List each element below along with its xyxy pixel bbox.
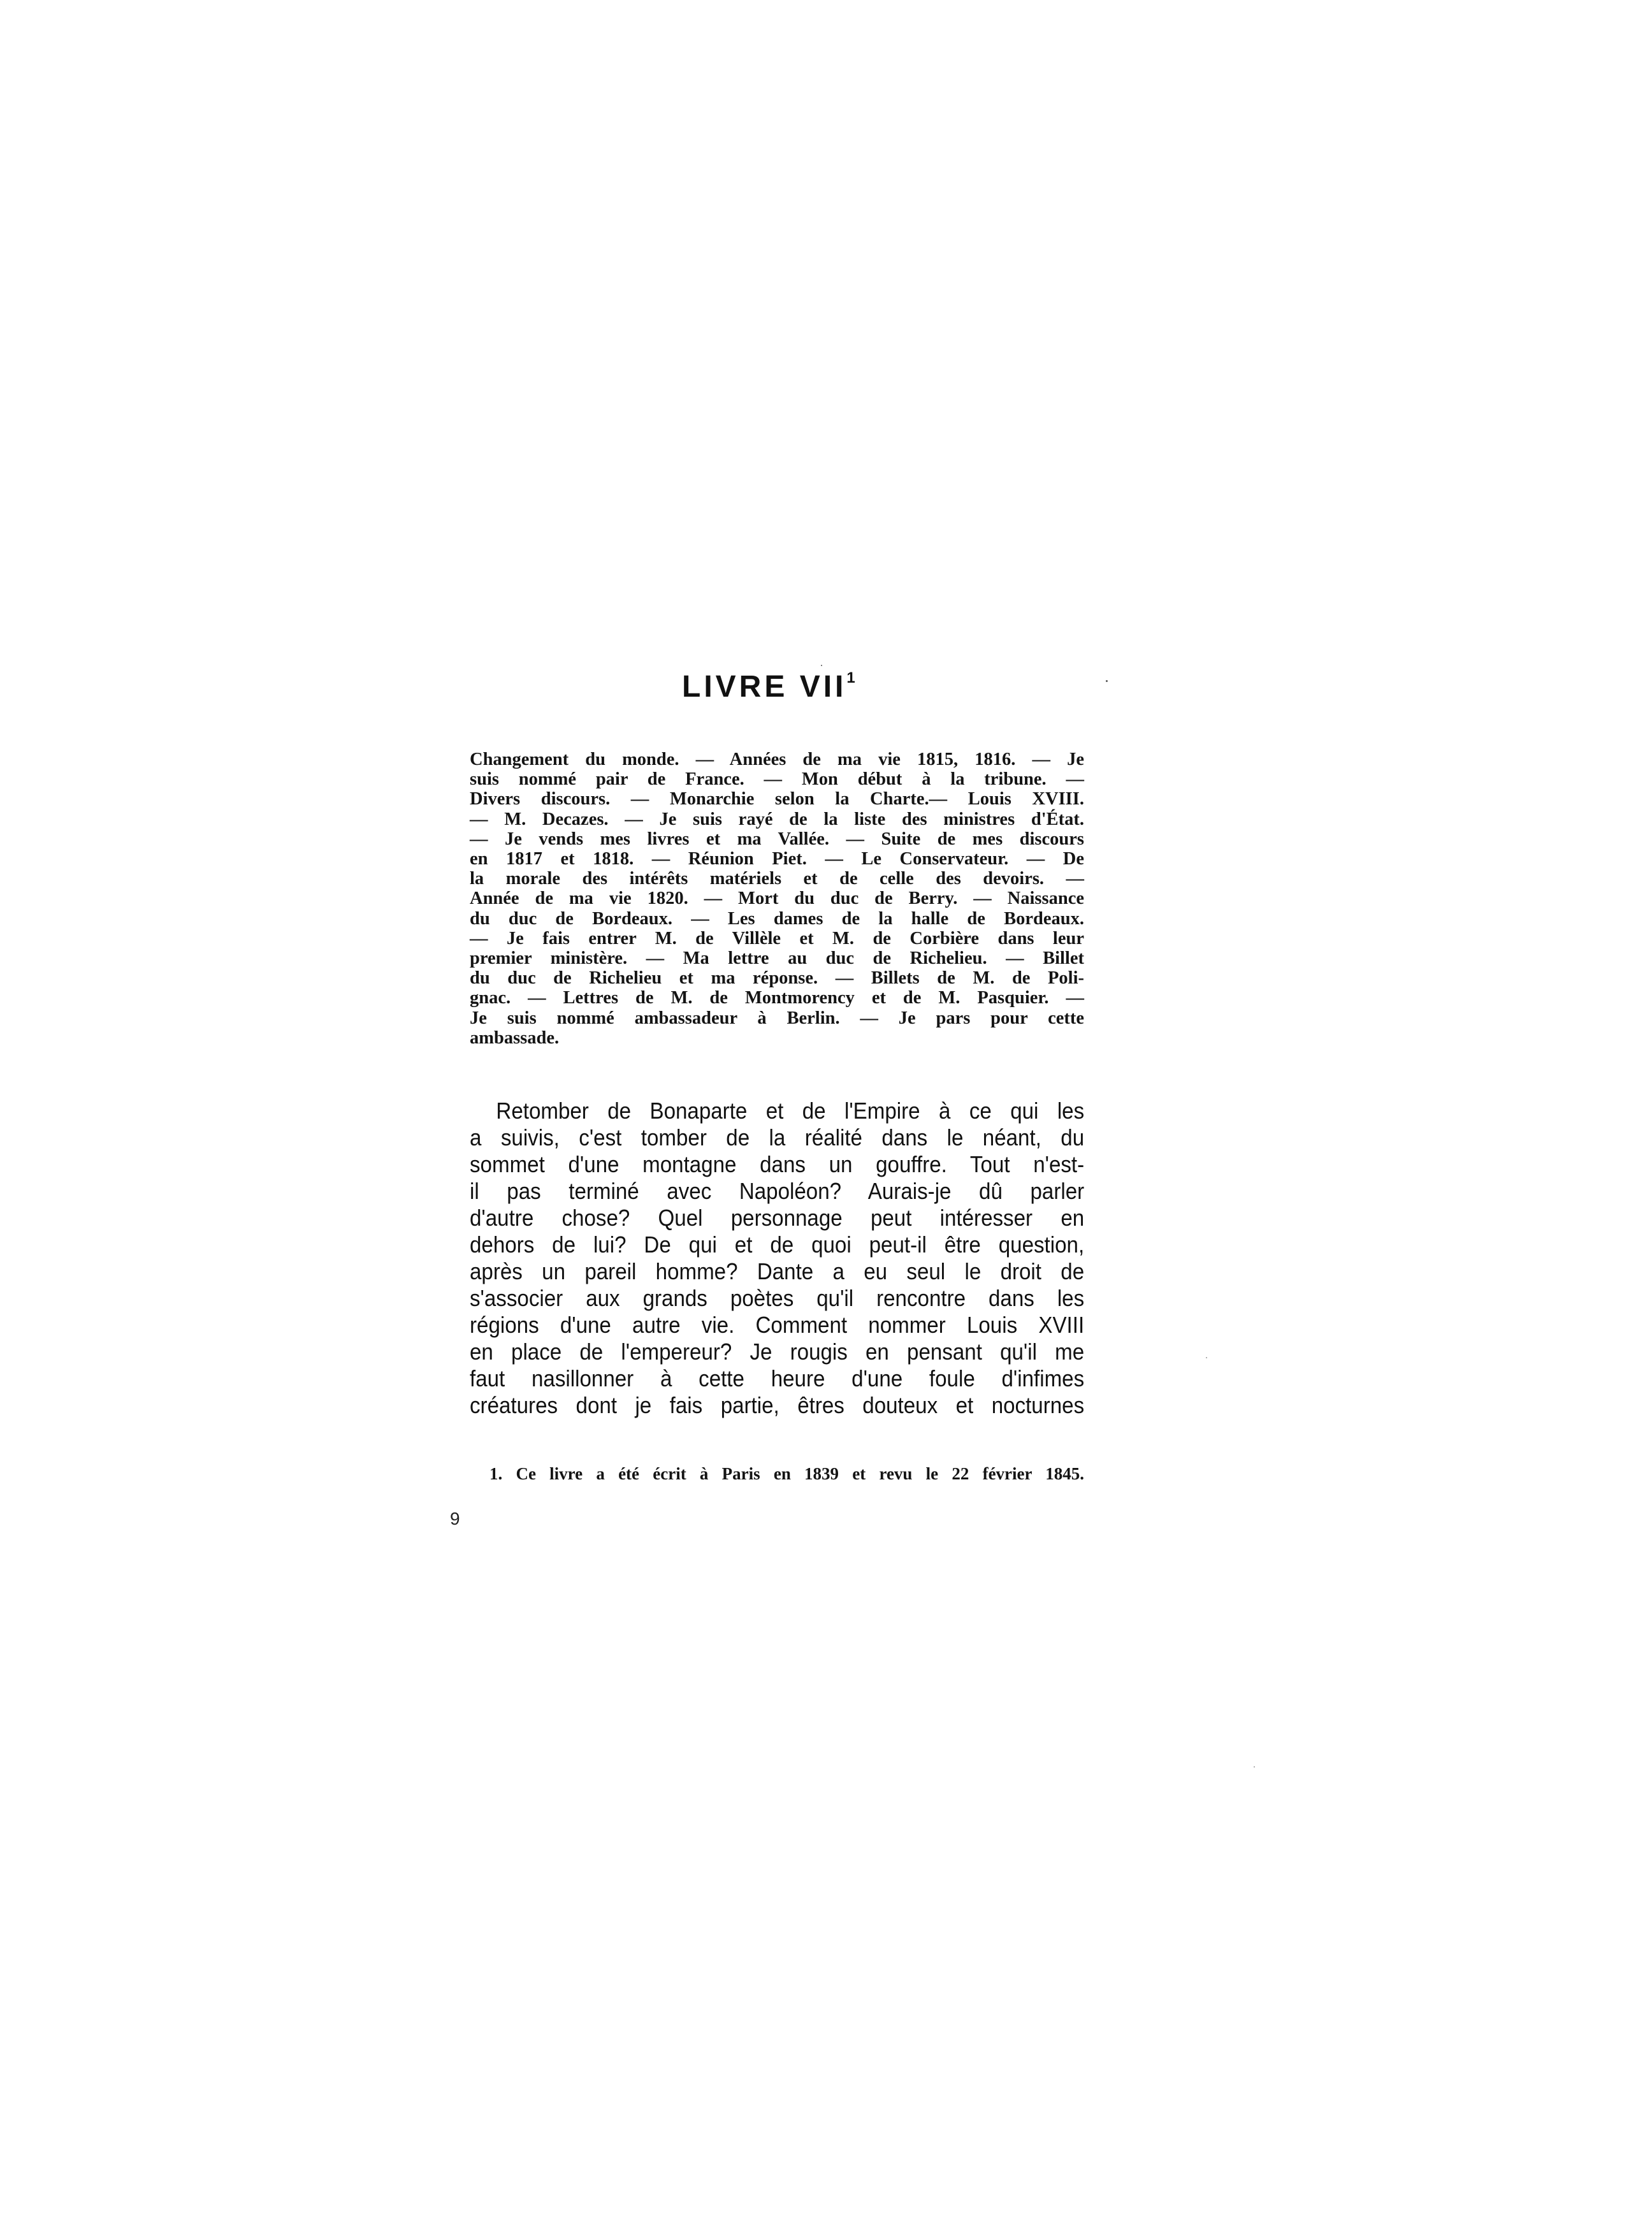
summary-line: — Je vends mes livres et ma Vallée. — Suite de mes discours — [470, 829, 1084, 849]
body-paragraph — [470, 1098, 1084, 1419]
footnote: 1. Ce livre a été écrit à Paris en 1839 et revu le 22 février 1845. — [489, 1464, 1084, 1483]
scan-speck — [1206, 1357, 1207, 1358]
summary-line: — Je fais entrer M. de Villèle et M. de Corbière dans leur — [470, 928, 1084, 948]
scan-speck — [821, 665, 822, 666]
body-line: faut nasillonner à cette heure d'une foule d'infimes — [470, 1365, 1085, 1391]
summary-line: gnac. — Lettres de M. de Montmorency et de M. Pasquier. — — [470, 988, 1084, 1008]
summary-line: Je suis nommé ambassadeur à Berlin. — Je pars pour cette — [470, 1008, 1084, 1028]
chapter-title-text: LIVRE VII — [682, 670, 847, 704]
chapter-summary — [470, 750, 1084, 1048]
summary-line: Divers discours. — Monarchie selon la Charte.— Louis XVIII. — [470, 789, 1084, 809]
summary-line: — M. Decazes. — Je suis rayé de la liste des ministres d'État. — [470, 809, 1084, 829]
summary-line: premier ministère. — Ma lettre au duc de Richelieu. — Billet — [470, 948, 1084, 969]
body-line: dehors de lui? De qui et de quoi peut-il être question, — [470, 1231, 1085, 1258]
summary-line: ambassade. — [470, 1027, 560, 1048]
scan-speck — [1106, 680, 1108, 682]
body-line: en place de l'empereur? Je rougis en pensant qu'il me — [470, 1339, 1085, 1365]
footnote-marker: 1 — [846, 669, 855, 686]
body-line: sommet d'une montagne dans un gouffre. Tout n'est- — [470, 1151, 1085, 1177]
body-line: s'associer aux grands poètes qu'il rencontre dans les — [470, 1285, 1085, 1311]
chapter-title — [682, 669, 886, 704]
body-paragraph-lines — [470, 1098, 1084, 1419]
body-line: créatures dont je fais partie, êtres douteux et nocturnes — [470, 1392, 1085, 1418]
scan-speck — [1254, 1766, 1255, 1768]
body-line: régions d'une autre vie. Comment nommer Louis XVIII — [470, 1312, 1085, 1338]
page-number: 9 — [450, 1509, 460, 1528]
body-line: il pas terminé avec Napoléon? Aurais-je dû parler — [470, 1178, 1085, 1204]
body-line: après un pareil homme? Dante a eu seul le droit de — [470, 1258, 1085, 1284]
summary-line: Changement du monde. — Années de ma vie 1815, 1816. — Je — [470, 750, 1084, 769]
body-line: Retomber de Bonaparte et de l'Empire à ce qui les — [496, 1098, 1085, 1124]
body-line: d'autre chose? Quel personnage peut intéresser en — [470, 1205, 1085, 1231]
summary-line: du duc de Bordeaux. — Les dames de la halle de Bordeaux. — [470, 908, 1084, 929]
summary-line: suis nommé pair de France. — Mon début à la tribune. — — [470, 769, 1084, 790]
summary-line: du duc de Richelieu et ma réponse. — Billets de M. de Poli- — [470, 968, 1084, 989]
summary-line: en 1817 et 1818. — Réunion Piet. — Le Conservateur. — De — [470, 849, 1084, 869]
summary-line: la morale des intérêts matériels et de celle des devoirs. — — [470, 869, 1084, 889]
body-line: a suivis, c'est tomber de la réalité dans le néant, du — [470, 1124, 1085, 1151]
summary-line: Année de ma vie 1820. — Mort du duc de Berry. — Naissance — [470, 889, 1084, 909]
